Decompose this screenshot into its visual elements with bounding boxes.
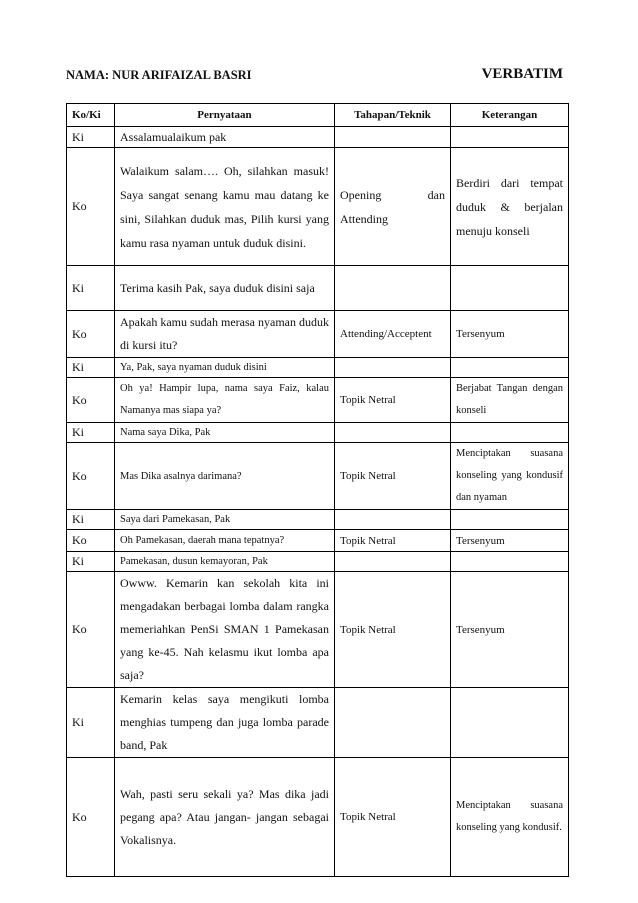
- table-row: [67, 443, 569, 510]
- speaker-cell: Ko: [67, 311, 115, 358]
- note-cell: Berjabat Tangan dengan konseli: [451, 378, 569, 423]
- note-cell: [451, 688, 569, 758]
- technique-cell: Topik Netral: [335, 530, 451, 552]
- speaker-cell: Ki: [67, 127, 115, 148]
- statement-cell: Mas Dika asalnya darimana?: [115, 443, 335, 510]
- statement-cell: Saya dari Pamekasan, Pak: [115, 510, 335, 530]
- statement-cell: Kemarin kelas saya mengikuti lomba menghias tumpeng dan juga lomba parade band, Pak: [115, 688, 335, 758]
- technique-cell: Topik Netral: [335, 758, 451, 877]
- statement-cell: Oh ya! Hampir lupa, nama saya Faiz, kalau Namanya mas siapa ya?: [115, 378, 335, 423]
- statement-cell: Assalamualaikum pak: [115, 127, 335, 148]
- technique-cell: [335, 266, 451, 311]
- statement-cell: Pamekasan, dusun kemayoran, Pak: [115, 552, 335, 572]
- table-row: [67, 378, 569, 423]
- note-cell: Menciptakan suasana konseling yang kondusif.: [451, 758, 569, 877]
- speaker-cell: Ko: [67, 758, 115, 877]
- note-cell: [451, 127, 569, 148]
- table-row: [67, 127, 569, 148]
- table-row: [67, 688, 569, 758]
- table-row: [67, 358, 569, 378]
- statement-cell: Owww. Kemarin kan sekolah kita ini mengadakan berbagai lomba dalam rangka memeriahkan PenSi SMAN 1 Pamekasan yang ke-45. Nah kelasmu ikut lomba apa saja?: [115, 572, 335, 688]
- technique-cell: [335, 127, 451, 148]
- technique-cell: Attending/Acceptent: [335, 311, 451, 358]
- technique-cell: Topik Netral: [335, 378, 451, 423]
- note-cell: [451, 358, 569, 378]
- note-cell: Tersenyum: [451, 572, 569, 688]
- table-header-row: [67, 104, 569, 127]
- speaker-cell: Ki: [67, 266, 115, 311]
- document-title: VERBATIM: [481, 66, 563, 82]
- technique-cell: [335, 552, 451, 572]
- col-header-speaker: Ko/Ki: [67, 104, 115, 127]
- note-cell: Tersenyum: [451, 311, 569, 358]
- table-row: [67, 758, 569, 877]
- speaker-cell: Ki: [67, 552, 115, 572]
- statement-cell: Oh Pamekasan, daerah mana tepatnya?: [115, 530, 335, 552]
- table-row: [67, 552, 569, 572]
- technique-cell: Topik Netral: [335, 572, 451, 688]
- speaker-cell: Ko: [67, 530, 115, 552]
- technique-cell: Opening dan Attending: [335, 148, 451, 266]
- statement-cell: Apakah kamu sudah merasa nyaman duduk di kursi itu?: [115, 311, 335, 358]
- verbatim-table: [66, 103, 569, 877]
- statement-cell: Wah, pasti seru sekali ya? Mas dika jadi pegang apa? Atau jangan- jangan sebagai Vokalisnya.: [115, 758, 335, 877]
- speaker-cell: Ki: [67, 688, 115, 758]
- statement-cell: Ya, Pak, saya nyaman duduk disini: [115, 358, 335, 378]
- note-cell: [451, 266, 569, 311]
- document-header: [66, 66, 568, 86]
- speaker-cell: Ko: [67, 443, 115, 510]
- table-row: [67, 266, 569, 311]
- table-row: [67, 311, 569, 358]
- table-row: [67, 572, 569, 688]
- speaker-cell: Ko: [67, 148, 115, 266]
- technique-cell: [335, 510, 451, 530]
- speaker-cell: Ko: [67, 572, 115, 688]
- speaker-cell: Ki: [67, 358, 115, 378]
- note-cell: Menciptakan suasana konseling yang kondusif dan nyaman: [451, 443, 569, 510]
- speaker-cell: Ko: [67, 378, 115, 423]
- statement-cell: Nama saya Dika, Pak: [115, 423, 335, 443]
- statement-cell: Terima kasih Pak, saya duduk disini saja: [115, 266, 335, 311]
- col-header-statement: Pernyataan: [115, 104, 335, 127]
- note-cell: [451, 510, 569, 530]
- table-row: [67, 510, 569, 530]
- note-cell: [451, 423, 569, 443]
- table-row: [67, 530, 569, 552]
- student-name: NAMA: NUR ARIFAIZAL BASRI: [66, 68, 252, 82]
- col-header-technique: Tahapan/Teknik: [335, 104, 451, 127]
- col-header-note: Keterangan: [451, 104, 569, 127]
- table-row: [67, 423, 569, 443]
- note-cell: Berdiri dari tempat duduk & berjalan menuju konseli: [451, 148, 569, 266]
- technique-cell: [335, 423, 451, 443]
- table-row: [67, 148, 569, 266]
- speaker-cell: Ki: [67, 510, 115, 530]
- note-cell: Tersenyum: [451, 530, 569, 552]
- technique-cell: Topik Netral: [335, 443, 451, 510]
- technique-cell: [335, 358, 451, 378]
- speaker-cell: Ki: [67, 423, 115, 443]
- note-cell: [451, 552, 569, 572]
- technique-cell: [335, 688, 451, 758]
- statement-cell: Walaikum salam…. Oh, silahkan masuk! Saya sangat senang kamu mau datang ke sini, Silahkan duduk mas, Pilih kursi yang kamu rasa nyaman untuk duduk disini.: [115, 148, 335, 266]
